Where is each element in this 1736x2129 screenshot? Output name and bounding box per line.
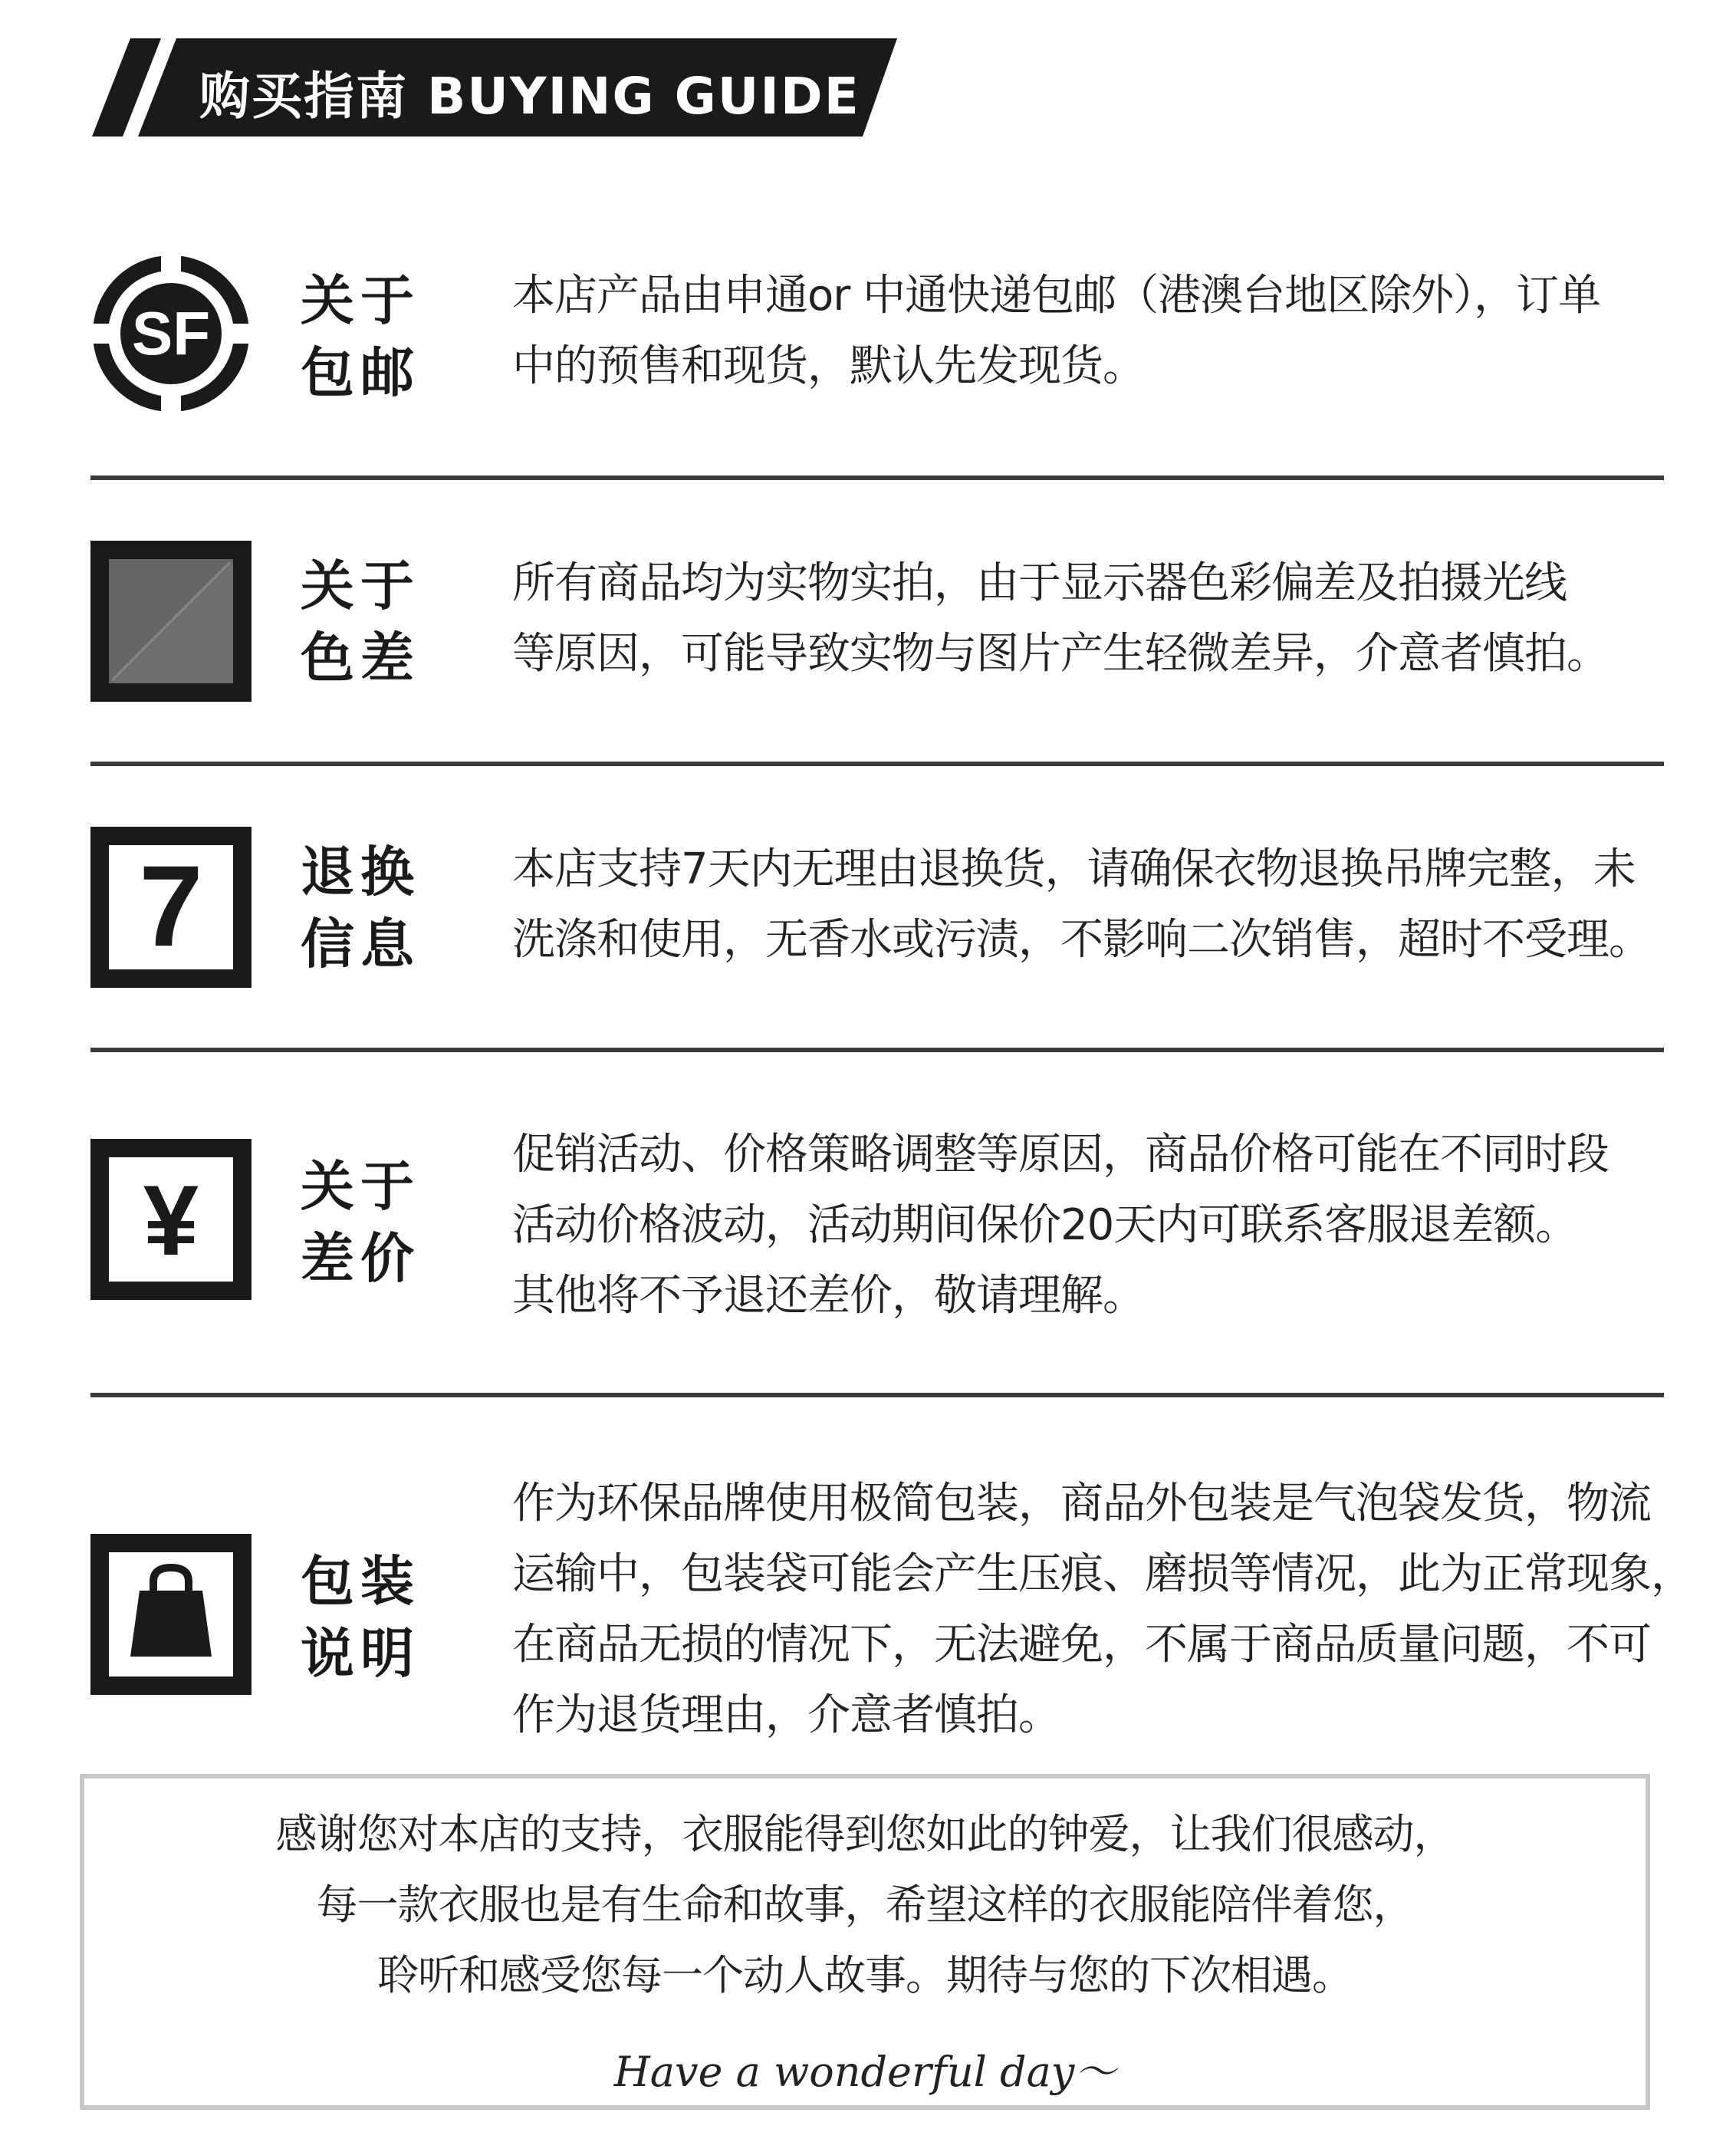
body-line: 作为环保品牌使用极简包装，商品外包装是气泡袋发货，物流 <box>512 1479 1651 1528</box>
divider <box>90 762 1664 766</box>
body-line: 在商品无损的情况下，无法避免，不属于商品质量问题，不可 <box>512 1620 1651 1670</box>
thanks-line: 每一款衣服也是有生命和故事，希望这样的衣服能陪伴着您， <box>316 1881 1414 1929</box>
signoff: Have a wonderful day～ <box>613 2048 1116 2096</box>
body-line: 所有商品均为实物实拍，由于显示器色彩偏差及拍摄光线 <box>512 558 1567 608</box>
sf-express-icon <box>90 253 252 414</box>
section-title-line: 退换 <box>301 841 420 903</box>
section-body <box>512 834 1708 976</box>
body-line: 作为退货理由，介意者慎拍。 <box>512 1690 1060 1740</box>
section-title <box>301 836 454 980</box>
body-line: 本店支持7天内无理由退换货，请确保衣物退换吊牌完整，未 <box>512 844 1636 894</box>
section-title-line: 信息 <box>301 913 420 976</box>
divider <box>90 1048 1664 1052</box>
thanks-box <box>80 1774 1650 2110</box>
shopping-bag-icon <box>90 1534 252 1695</box>
thanks-line: 聆听和感受您每一个动人故事。期待与您的下次相遇。 <box>377 1951 1353 1999</box>
seven-days-icon <box>90 827 252 988</box>
body-line: 促销活动、价格策略调整等原因，商品价格可能在不同时段 <box>512 1130 1609 1180</box>
body-line: 其他将不予退还差价，敬请理解。 <box>512 1271 1145 1321</box>
body-line: 洗涤和使用，无香水或污渍，不影响二次销售，超时不受理。 <box>512 915 1651 965</box>
section-title <box>301 550 454 694</box>
yen-icon <box>90 1139 252 1300</box>
section-title-line: 关于 <box>301 269 420 332</box>
section-body <box>512 1469 1708 1751</box>
seven-days-label: 7 <box>139 841 203 970</box>
body-line: 活动价格波动，活动期间保价20天内可联系客服退差额。 <box>512 1200 1578 1250</box>
body-line: 中的预售和现货，默认先发现货。 <box>512 341 1145 391</box>
header-banner <box>0 0 920 153</box>
divider <box>90 1393 1664 1397</box>
section-body <box>512 548 1708 689</box>
section-title-line: 说明 <box>301 1622 420 1685</box>
yen-label: ¥ <box>143 1164 199 1276</box>
divider <box>90 475 1664 480</box>
body-line: 运输中，包装袋可能会产生压痕、磨损等情况，此为正常现象， <box>512 1549 1693 1599</box>
section-body <box>512 261 1708 402</box>
section-title-line: 包装 <box>301 1550 420 1613</box>
section-title <box>301 1150 454 1295</box>
section-title-line: 关于 <box>301 554 420 617</box>
body-line: 本店产品由申通or 中通快递包邮（港澳台地区除外），订单 <box>512 271 1601 321</box>
page-title: 购买指南 BUYING GUIDE <box>199 67 860 126</box>
section-title-line: 关于 <box>301 1155 420 1218</box>
section-title <box>301 265 454 409</box>
section-title <box>301 1545 454 1690</box>
section-body <box>512 1120 1708 1331</box>
thanks-line: 感谢您对本店的支持，衣服能得到您如此的钟爱，让我们很感动， <box>275 1810 1455 1858</box>
svg-text:SF: SF <box>131 299 211 367</box>
section-title-line: 差价 <box>301 1227 420 1290</box>
section-title-line: 包邮 <box>301 341 420 404</box>
body-line: 等原因，可能导致实物与图片产生轻微差异，介意者慎拍。 <box>512 629 1609 679</box>
color-swatch-icon <box>90 541 252 702</box>
section-title-line: 色差 <box>301 627 420 689</box>
